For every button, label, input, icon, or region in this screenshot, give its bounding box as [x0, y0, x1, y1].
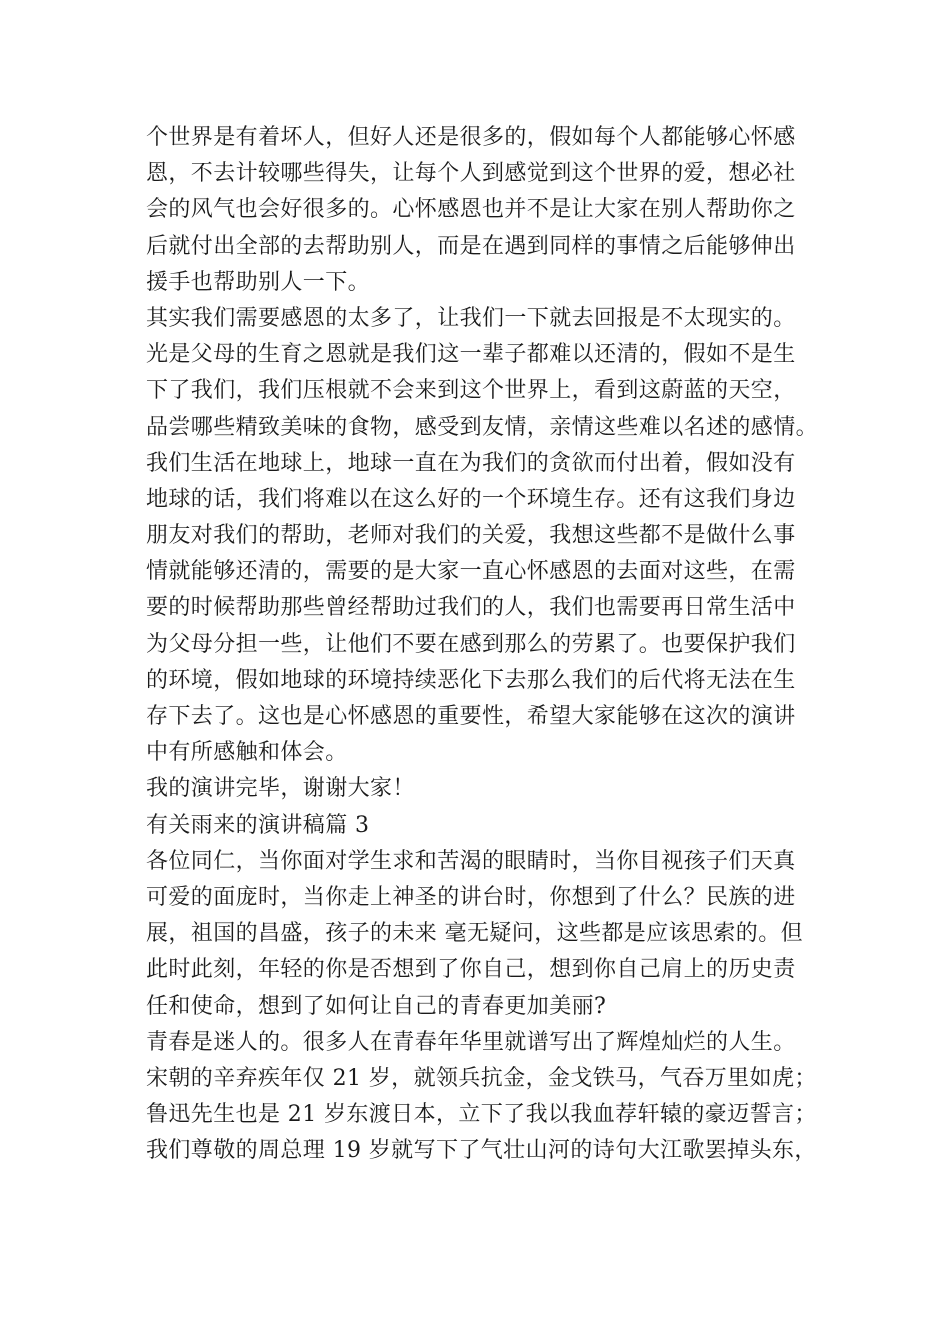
text-line: 任和使命，想到了如何让自己的青春更加美丽? — [146, 993, 607, 1019]
text-line: 我们尊敬的周总理 19 岁就写下了气壮山河的诗句大江歌罢掉头东， — [146, 1138, 817, 1164]
text-line: 朋友对我们的帮助，老师对我们的关爱，我想这些都不是做什么事 — [146, 523, 796, 549]
text-line: 我的演讲完毕，谢谢大家！ — [146, 776, 415, 802]
text-line: 个世界是有着坏人，但好人还是很多的，假如每个人都能够心怀感 — [146, 125, 796, 150]
text-line: 宋朝的辛弃疾年仅 21 岁，就领兵抗金，金戈铁马，气吞万里如虎； — [146, 1065, 817, 1091]
text-line: 要的时候帮助那些曾经帮助过我们的人，我们也需要再日常生活中 — [146, 595, 796, 621]
text-line: 可爱的面庞时，当你走上神圣的讲台时，你想到了什么？民族的进 — [146, 884, 796, 910]
text-line: 此时此刻，年轻的你是否想到了你自己，想到你自己肩上的历史责 — [146, 957, 796, 983]
text-line: 品尝哪些精致美味的食物，感受到友情，亲情这些难以名述的感情。 — [146, 414, 819, 440]
text-line: 的环境，假如地球的环境持续恶化下去那么我们的后代将无法在生 — [146, 667, 796, 693]
text-line: 地球的话，我们将难以在这么好的一个环境生存。还有这我们身边 — [146, 486, 796, 512]
text-line: 鲁迅先生也是 21 岁东渡日本，立下了我以我血荐轩辕的豪迈誓言； — [146, 1102, 817, 1128]
text-line: 恩，不去计较哪些得失，让每个人到感觉到这个世界的爱，想必社 — [146, 161, 796, 187]
text-line: 其实我们需要感恩的太多了，让我们一下就去回报是不太现实的。 — [146, 305, 796, 331]
text-line: 下了我们，我们压根就不会来到这个世界上，看到这蔚蓝的天空， — [146, 378, 796, 404]
text-line: 援手也帮助别人一下。 — [146, 269, 371, 295]
text-line: 展，祖国的昌盛，孩子的未来 毫无疑问，这些都是应该思索的。但 — [146, 921, 803, 947]
text-line: 存下去了。这也是心怀感恩的重要性，希望大家能够在这次的演讲 — [146, 704, 796, 729]
text-line: 为父母分担一些，让他们不要在感到那么的劳累了。也要保护我们 — [146, 631, 796, 657]
text-line: 我们生活在地球上，地球一直在为我们的贪欲而付出着，假如没有 — [146, 450, 796, 476]
text-line: 后就付出全部的去帮助别人，而是在遇到同样的事情之后能够伸出 — [146, 233, 796, 259]
text-line: 会的风气也会好很多的。心怀感恩也并不是让大家在别人帮助你之 — [146, 197, 796, 223]
text-line: 光是父母的生育之恩就是我们这一辈子都难以还清的，假如不是生 — [146, 342, 796, 368]
body-text — [146, 120, 826, 1169]
section-heading: 有关雨来的演讲稿篇 3 — [146, 812, 370, 838]
text-line: 情就能够还清的，需要的是大家一直心怀感恩的去面对这些，在需 — [146, 559, 796, 585]
text-line: 青春是迷人的。很多人在青春年华里就谱写出了辉煌灿烂的人生。 — [146, 1029, 796, 1055]
text-line: 各位同仁，当你面对学生求和苦渴的眼睛时，当你目视孩子们天真 — [146, 848, 796, 874]
text-line: 中有所感触和体会。 — [146, 740, 348, 766]
